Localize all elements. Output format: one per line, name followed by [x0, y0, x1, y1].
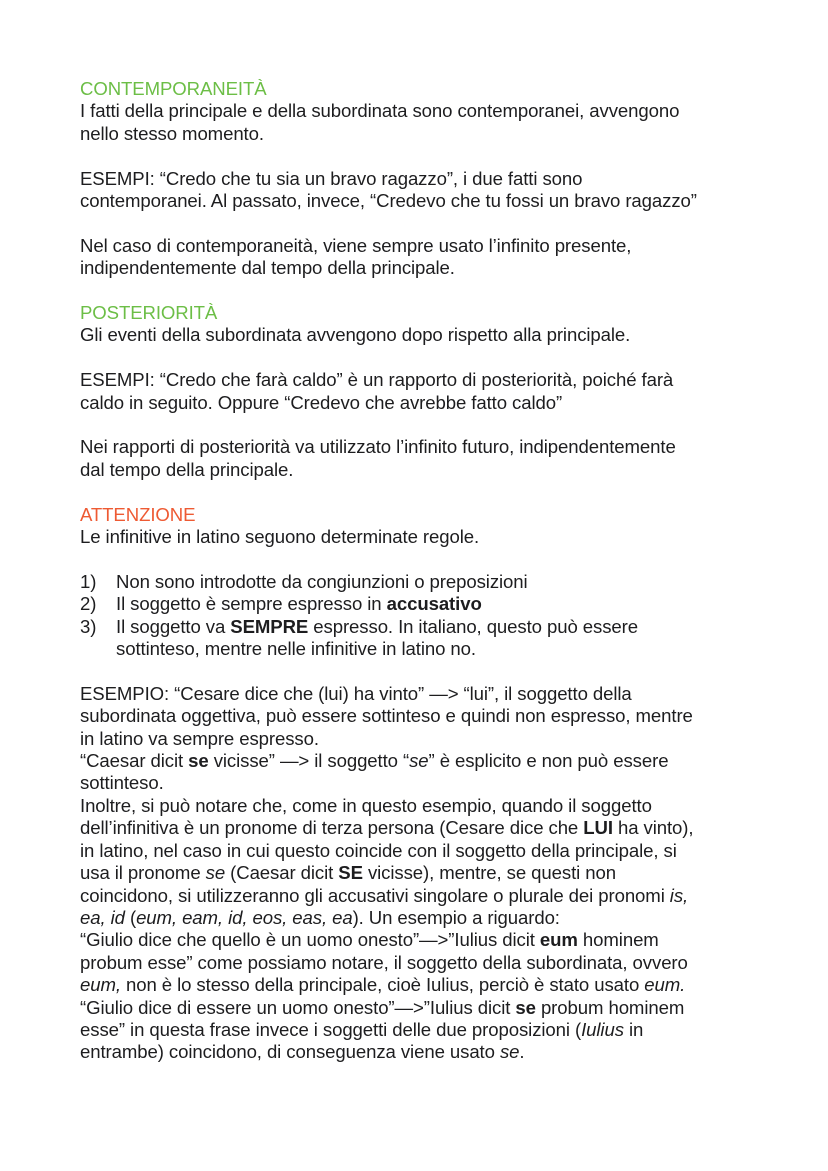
text-run: eum. — [644, 974, 686, 996]
text-run: ( — [124, 906, 137, 928]
text-line — [80, 862, 770, 884]
paragraph-6 — [80, 369, 770, 414]
text-run: usa il pronome — [80, 862, 206, 884]
text-run: se — [188, 750, 209, 772]
text-line — [80, 795, 770, 817]
text-line — [80, 705, 770, 727]
text-line — [80, 997, 770, 1019]
text-line — [80, 100, 770, 122]
text-run: espresso. In italiano, questo può essere — [308, 615, 638, 637]
text-line — [80, 190, 770, 212]
text-run: sottinteso. — [80, 772, 164, 794]
text-line — [80, 257, 770, 279]
text-run: non è lo stesso della principale, cioè Iulius, perciò è stato usato — [120, 974, 645, 996]
text-run: dell’infinitiva è un pronome di terza persona (Cesare dice che — [80, 817, 584, 839]
paragraph-5 — [80, 324, 770, 346]
text-run: . — [519, 1041, 525, 1063]
text-line — [80, 369, 770, 391]
text-run: ea, id — [80, 906, 125, 928]
paragraph-11 — [80, 683, 770, 1064]
text-run: ha vinto), — [612, 817, 694, 839]
text-line — [80, 235, 770, 257]
text-line — [80, 840, 770, 862]
paragraph-2 — [80, 168, 770, 213]
text-line — [80, 168, 770, 190]
paragraph-7 — [80, 436, 770, 481]
rules-numbered-list — [80, 571, 770, 661]
text-run: (Caesar dicit — [225, 862, 339, 884]
text-run: se — [499, 1041, 520, 1063]
text-run: “Caesar dicit — [80, 750, 189, 772]
text-run: eum, — [80, 974, 121, 996]
section-heading-contemporaneit — [80, 78, 770, 100]
text-run: ESEMPI: “Credo che farà caldo” è un rapporto di posteriorità, poiché farà — [80, 369, 674, 391]
text-run: se — [409, 750, 429, 772]
text-run: vicisse” —> il soggetto “ — [208, 750, 410, 772]
text-line — [80, 526, 770, 548]
section-heading-text: CONTEMPORANEITÀ — [80, 78, 267, 99]
text-run: LUI — [583, 817, 613, 839]
text-line — [80, 1019, 770, 1041]
text-run: ). Un esempio a riguardo: — [352, 906, 560, 928]
text-run: se — [515, 996, 536, 1018]
text-line — [80, 929, 770, 951]
text-run: sottinteso, mentre nelle infinitive in latino no. — [116, 638, 476, 660]
text-line — [116, 638, 770, 660]
text-line — [80, 750, 770, 772]
text-run: probum esse” come possiamo notare, il soggetto della subordinata, ovvero — [80, 951, 688, 973]
text-line — [116, 616, 770, 638]
list-item-number: 1) — [80, 570, 97, 592]
text-run: “Giulio dice di essere un uomo onesto”—>”Iulius dicit — [80, 996, 516, 1018]
text-line — [80, 728, 770, 750]
list-item — [80, 593, 770, 615]
paragraph-9 — [80, 526, 770, 548]
text-line — [80, 772, 770, 794]
text-line — [80, 324, 770, 346]
text-run: coincidono, si utilizzeranno gli accusativi singolare o plurale dei pronomi — [80, 884, 670, 906]
text-run: in latino va sempre espresso. — [80, 727, 319, 749]
text-run: caldo in seguito. Oppure “Credevo che avrebbe fatto caldo” — [80, 391, 563, 413]
text-run: contemporanei. Al passato, invece, “Credevo che tu fossi un bravo ragazzo” — [80, 190, 697, 212]
list-item — [80, 616, 770, 661]
text-run: subordinata oggettiva, può essere sottinteso e quindi non espresso, mentre — [80, 705, 693, 727]
notes-text-content — [80, 78, 770, 1064]
section-heading-text: POSTERIORITÀ — [80, 302, 218, 324]
text-line — [80, 459, 770, 481]
list-item — [80, 571, 770, 593]
text-run: entrambe) coincidono, di conseguenza viene usato — [80, 1041, 500, 1063]
text-run: ESEMPI: “Credo che tu sia un bravo ragazzo”, i due fatti sono — [80, 167, 583, 189]
text-run: nello stesso momento. — [80, 122, 264, 144]
text-run: vicisse), mentre, se questi non — [362, 862, 616, 884]
text-line — [80, 885, 770, 907]
text-run: is, — [669, 884, 689, 906]
list-item-number: 2) — [80, 593, 97, 615]
paragraph-1 — [80, 100, 770, 145]
text-line — [116, 571, 770, 593]
text-run: Iulius — [581, 1018, 624, 1040]
list-item-text — [116, 593, 770, 615]
paragraph-3 — [80, 235, 770, 280]
text-run: in — [623, 1018, 644, 1040]
text-run: indipendentemente dal tempo della principale. — [80, 257, 455, 279]
text-run: “Giulio dice che quello è un uomo onesto”—>”Iulius dicit — [80, 929, 540, 951]
text-line — [80, 817, 770, 839]
text-run: probum hominem — [535, 996, 685, 1018]
list-item-number: 3) — [80, 615, 97, 637]
section-heading-text: ATTENZIONE — [80, 503, 196, 525]
text-run: SEMPRE — [230, 615, 309, 637]
text-line — [116, 593, 770, 615]
text-run: Nei rapporti di posteriorità va utilizzato l’infinito futuro, indipendentemente — [80, 436, 676, 458]
text-run: dal tempo della principale. — [80, 458, 294, 480]
text-line — [80, 436, 770, 458]
text-run: Inoltre, si può notare che, come in questo esempio, quando il soggetto — [80, 794, 652, 816]
text-run: eum, eam, id, eos, eas, ea — [136, 906, 353, 928]
text-run: esse” in questa frase invece i soggetti delle due proposizioni ( — [80, 1018, 582, 1040]
section-heading-posteriorit — [80, 302, 770, 324]
text-line — [80, 1041, 770, 1063]
text-run: Gli eventi della subordinata avvengono dopo rispetto alla principale. — [80, 324, 631, 346]
text-line — [80, 123, 770, 145]
text-run: ESEMPIO: “Cesare dice che (lui) ha vinto” —> “lui”, il soggetto della — [80, 682, 632, 704]
text-run: ” è esplicito e non può essere — [428, 750, 669, 772]
text-line — [80, 392, 770, 414]
text-run: in latino, nel caso in cui questo coincide con il soggetto della principale, si — [80, 839, 677, 861]
text-run: Le infinitive in latino seguono determinate regole. — [80, 526, 480, 548]
text-run: eum — [539, 929, 578, 951]
list-item-text — [116, 571, 770, 593]
text-run: I fatti della principale e della subordinata sono contemporanei, avvengono — [80, 100, 680, 122]
section-heading-attenzione — [80, 504, 770, 526]
text-run: SE — [338, 862, 363, 884]
text-line — [80, 974, 770, 996]
text-run: Nel caso di contemporaneità, viene sempre usato l’infinito presente, — [80, 234, 632, 256]
text-run: accusativo — [386, 593, 482, 615]
text-run: Il soggetto è sempre espresso in — [116, 593, 387, 615]
text-run: Non sono introdotte da congiunzioni o preposizioni — [116, 570, 528, 592]
text-line — [80, 683, 770, 705]
text-run: se — [205, 862, 226, 884]
list-item-text — [116, 616, 770, 661]
text-run: hominem — [577, 929, 659, 951]
text-line — [80, 907, 770, 929]
text-run: Il soggetto va — [116, 615, 231, 637]
text-line — [80, 952, 770, 974]
